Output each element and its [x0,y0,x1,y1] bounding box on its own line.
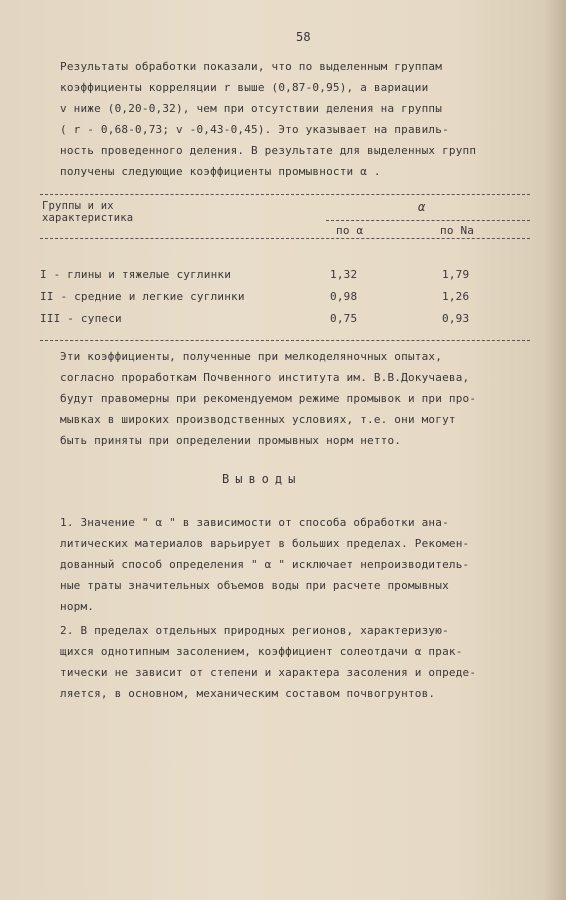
results-line: коэффициенты корреляции r выше (0,87-0,95), а вариации [60,81,429,94]
conclusions-heading: Выводы [222,472,302,486]
table-group-header-line: Группы и их [42,200,114,212]
coefficients-line: быть приняты при определении промывных норм нетто. [60,434,402,447]
table-row [40,290,530,310]
table-group-header [42,200,133,224]
page-edge-shadow [544,0,566,900]
table-cell-na: 1,26 [442,290,470,303]
conclusion-line: щихся однотипным засолением, коэффициент солеотдачи α прак- [60,645,463,658]
table-cell-group: I - глины и тяжелые суглинки [40,268,232,281]
conclusion-line: норм. [60,600,95,613]
results-line: получены следующие коэффициенты промывности α . [60,165,381,178]
coefficients-paragraph [60,346,530,451]
table-cell-alpha: 0,98 [330,290,358,303]
results-line: Результаты обработки показали, что по выделенным группам [60,60,443,73]
conclusion-item-2 [60,620,530,704]
table-alpha-header: α [418,200,426,214]
results-line: v ниже (0,20-0,32), чем при отсутствии деления на группы [60,102,443,115]
table-top-rule [40,194,530,195]
results-paragraph [60,56,530,182]
table-group-header-line: характеристика [42,212,134,224]
table-cell-alpha: 1,32 [330,268,358,281]
results-line: ( r - 0,68-0,73; v -0,43-0,45). Это указывает на правиль- [60,123,449,136]
table-cell-group: II - средние и легкие суглинки [40,290,245,303]
table-row [40,312,530,332]
conclusion-line: дованный способ определения " α " исключает непроизводитель- [60,558,470,571]
table-row [40,268,530,288]
table-cell-na: 1,79 [442,268,470,281]
conclusion-line: тически не зависит от степени и характера засоления и опреде- [60,666,477,679]
results-line: ность проведенного деления. В результате для выделенных групп [60,144,477,157]
conclusion-line: ляется, в основном, механическим составом почвогрунтов. [60,687,436,700]
table-header-rule [40,238,530,239]
coefficients-line: Эти коэффициенты, полученные при мелкоделяночных опытах, [60,350,443,363]
table-subheader-by-alpha: по α [336,224,364,237]
conclusion-line: 2. В пределах отдельных природных регионов, характеризую- [60,624,449,637]
table-subheader-rule [326,220,530,221]
table-cell-alpha: 0,75 [330,312,358,325]
table-subheader-by-na: по Nа [440,224,475,237]
coefficients-line: мывках в широких производственных условиях, т.е. они могут [60,413,456,426]
table-cell-na: 0,93 [442,312,470,325]
table-bottom-rule [40,340,530,341]
table-cell-group: III - супеси [40,312,122,325]
coefficients-line: будут правомерны при рекомендуемом режиме промывок и при про- [60,392,477,405]
conclusion-line: литических материалов варьирует в больших пределах. Рекомен- [60,537,470,550]
page-number: 58 [296,30,311,44]
conclusion-item-1 [60,512,530,617]
conclusion-line: 1. Значение " α " в зависимости от способа обработки ана- [60,516,449,529]
coefficients-line: согласно проработкам Почвенного института им. В.В.Докучаева, [60,371,470,384]
conclusion-line: ные траты значительных объемов воды при расчете промывных [60,579,449,592]
